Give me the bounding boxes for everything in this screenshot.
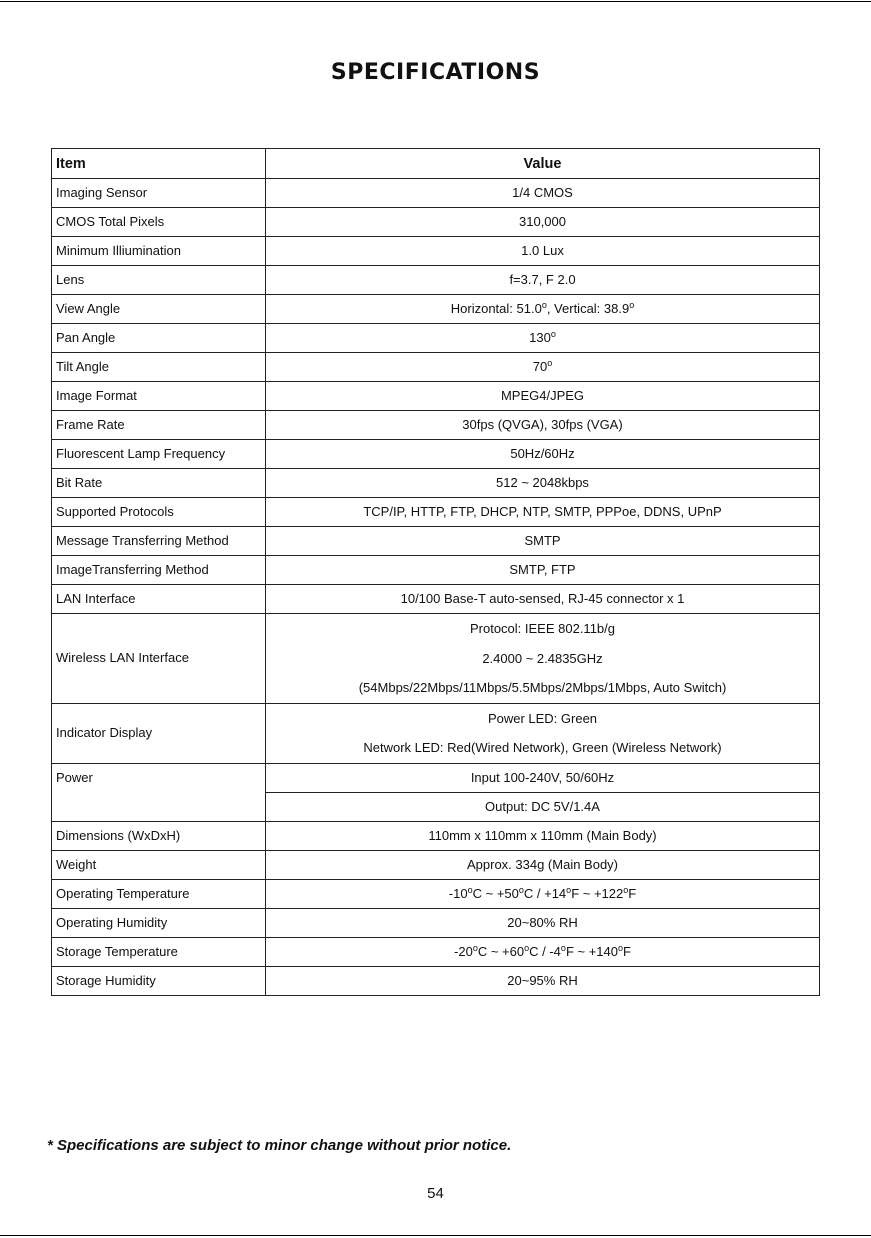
bottom-rule [0,1235,871,1236]
row-value: f=3.7, F 2.0 [266,266,820,295]
row-value: 110mm x 110mm x 110mm (Main Body) [266,821,820,850]
value-text: -10 [448,885,468,901]
value-text: F ~ +122 [571,885,624,901]
row-item: Operating Humidity [52,908,266,937]
row-item: Imaging Sensor [52,179,266,208]
row-item: Frame Rate [52,411,266,440]
degree-symbol: o [518,884,524,895]
row-item: Bit Rate [52,469,266,498]
table-row [52,353,820,382]
row-value: 1.0 Lux [266,237,820,266]
table-row [52,908,820,937]
table-row [52,179,820,208]
table-row [52,382,820,411]
row-item: Storage Temperature [52,937,266,966]
row-item: Image Format [52,382,266,411]
row-value: TCP/IP, HTTP, FTP, DHCP, NTP, SMTP, PPPoe, DDNS, UPnP [266,498,820,527]
row-item: Fluorescent Lamp Frequency [52,440,266,469]
row-item: CMOS Total Pixels [52,208,266,237]
top-rule [0,1,871,2]
page-title: SPECIFICATIONS [330,60,541,85]
row-value [266,353,820,382]
row-value: 10/100 Base-T auto-sensed, RJ-45 connector x 1 [266,585,820,614]
row-item: ImageTransferring Method [52,556,266,585]
table-row [52,937,820,966]
table-row [52,879,820,908]
row-item: Indicator Display [52,703,266,763]
row-value: Input 100-240V, 50/60Hz [266,763,820,792]
degree-symbol: o [629,300,635,310]
footnote: * Specifications are subject to minor change without prior notice. [47,1137,512,1154]
value-text: C / +14 [523,885,567,901]
value-text: 70 [532,359,548,374]
value-text: C / -4 [529,943,561,959]
row-value: SMTP [266,527,820,556]
value-text: C ~ +60 [477,943,525,959]
row-item: Dimensions (WxDxH) [52,821,266,850]
row-value [266,703,820,763]
degree-symbol: o [623,884,629,895]
row-item: View Angle [52,295,266,324]
row-item: Minimum Illiumination [52,237,266,266]
row-value: SMTP, FTP [266,556,820,585]
value-text: F ~ +140 [565,943,618,959]
table-row [52,703,820,763]
row-value: 1/4 CMOS [266,179,820,208]
row-value: Output: DC 5V/1.4A [266,792,820,821]
degree-symbol: o [467,884,473,895]
value-line: Network LED: Red(Wired Network), Green (Wireless Network) [363,740,722,755]
degree-symbol: o [524,942,530,953]
row-value [266,879,820,908]
row-value: 20~80% RH [266,908,820,937]
table-row [52,763,820,792]
table-row [52,237,820,266]
row-item: Message Transferring Method [52,527,266,556]
table-row [52,411,820,440]
value-text: F [628,885,637,901]
row-value [266,614,820,704]
row-item: Wireless LAN Interface [52,614,266,704]
row-value: Approx. 334g (Main Body) [266,850,820,879]
row-item: Storage Humidity [52,966,266,995]
table-row [52,556,820,585]
table-row [52,440,820,469]
degree-symbol: o [617,942,623,953]
value-text: Horizontal: 51.0 [450,301,542,316]
table-row [52,821,820,850]
degree-symbol: o [560,942,566,953]
row-value: 512 ~ 2048kbps [266,469,820,498]
row-item: Pan Angle [52,324,266,353]
value-line: (54Mbps/22Mbps/11Mbps/5.5Mbps/2Mbps/1Mbps, Auto Switch) [358,680,727,695]
value-text: 130 [529,330,551,345]
row-value: 50Hz/60Hz [266,440,820,469]
degree-symbol: o [472,942,478,953]
row-item: LAN Interface [52,585,266,614]
page-number: 54 [427,1185,444,1202]
header-value: Value [266,149,820,179]
degree-symbol: o [566,884,572,895]
value-text: F [623,943,631,959]
table-row [52,498,820,527]
value-text: -20 [454,943,473,959]
row-value: 20~95% RH [266,966,820,995]
row-value: 30fps (QVGA), 30fps (VGA) [266,411,820,440]
value-text: C ~ +50 [472,885,519,901]
table-row [52,966,820,995]
row-value: 310,000 [266,208,820,237]
row-value [266,937,820,966]
value-line: Protocol: IEEE 802.11b/g [469,621,616,636]
specifications-table [51,148,820,996]
value-text: , Vertical: 38.9 [546,301,630,316]
table-row [52,266,820,295]
row-item: Lens [52,266,266,295]
value-line: Power LED: Green [487,710,598,726]
table-row [52,324,820,353]
table-header-row [52,149,820,179]
degree-symbol: o [550,329,556,339]
value-line: 2.4000 ~ 2.4835GHz [482,650,603,666]
degree-symbol: o [541,300,547,310]
row-item: Power [52,763,266,821]
table-row [52,614,820,704]
degree-symbol: o [547,358,553,368]
table-row [52,850,820,879]
row-item: Operating Temperature [52,879,266,908]
row-item: Weight [52,850,266,879]
table-row [52,585,820,614]
row-item: Supported Protocols [52,498,266,527]
row-value: MPEG4/JPEG [266,382,820,411]
row-item: Tilt Angle [52,353,266,382]
header-item: Item [52,149,266,179]
table-row [52,469,820,498]
table-row [52,208,820,237]
table-row [52,527,820,556]
row-value [266,324,820,353]
table-row [52,295,820,324]
row-value [266,295,820,324]
